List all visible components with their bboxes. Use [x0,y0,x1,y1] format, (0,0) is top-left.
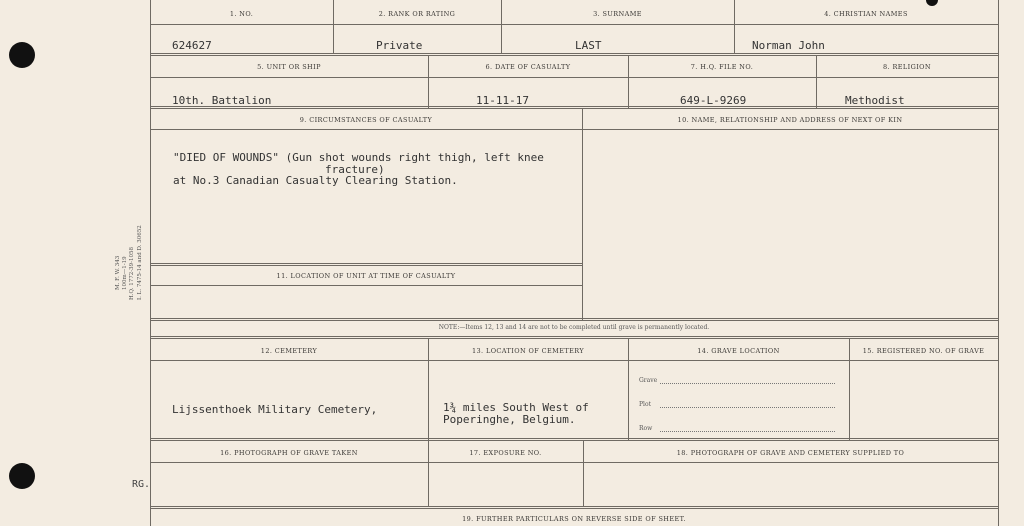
value-rank: Private [376,39,423,52]
header-photo-supplied: 18. PHOTOGRAPH OF GRAVE AND CEMETERY SUPPLIED TO [676,449,905,457]
value-date: 11-11-17 [476,94,529,107]
header-no: 1. NO. [229,10,254,18]
value-surname: LAST [575,39,602,52]
row2-header-line [150,77,998,78]
divider [734,0,735,54]
plot-dotted-line [660,407,835,408]
header-location-unit: 11. LOCATION OF UNIT AT TIME OF CASUALTY [276,272,456,280]
header-cemetery: 12. CEMETERY [260,347,318,355]
grave-dotted-line [660,383,835,384]
cemetery-header-line [150,360,998,361]
header-surname: 3. SURNAME [593,10,642,18]
row-dotted-line [660,431,835,432]
footer-further-particulars: 19. FURTHER PARTICULARS ON REVERSE SIDE OF SHEET. [462,515,686,523]
location-unit-top-line [150,263,582,266]
header-exposure: 17. EXPOSURE NO. [469,449,542,457]
row-label: Row [639,425,653,432]
corner-mark [926,0,938,6]
row1-bottom-line [150,53,998,56]
note-text: NOTE:—Items 12, 13 and 14 are not to be completed until grave is permanently located. [438,324,710,331]
header-date: 6. DATE OF CASUALTY [485,63,571,71]
header-next-of-kin: 10. NAME, RELATIONSHIP AND ADDRESS OF NEXT OF KIN [677,116,903,124]
header-location-cemetery: 13. LOCATION OF CEMETERY [471,347,585,355]
side-print-1: M. F. W. 343 [115,255,121,290]
note-top-line [150,318,998,321]
note-bottom-line [150,336,998,339]
header-rank: 2. RANK OR RATING [378,10,456,18]
value-location-cemetery-2: Poperinghe, Belgium. [443,413,576,426]
value-cemetery: Lijssenthoek Military Cemetery, [172,403,378,416]
location-unit-header-line [150,285,582,286]
punch-hole-top [9,42,35,68]
margin-mark: RG. [132,479,151,490]
value-circumstances-1: "DIED OF WOUNDS" (Gun shot wounds right thigh, left knee [173,151,544,164]
header-hq-file: 7. H.Q. FILE NO. [690,63,754,71]
side-print-2: 100m—1-19 [122,256,128,290]
plot-label: Plot [639,401,651,408]
header-religion: 8. RELIGION [883,63,931,71]
header-unit: 5. UNIT OR SHIP [257,63,321,71]
form-right-border [998,0,999,526]
side-print-3: H.Q. 1772-39-1058 [129,247,135,300]
side-print-4: I. L. 7475-14 and D. 30652 [137,225,143,300]
value-location-cemetery-1: 1¾ miles South West of [443,401,589,414]
cemetery-bottom-line [150,438,998,441]
header-registered-no: 15. REGISTERED NO. OF GRAVE [862,347,985,355]
header-photo-taken: 16. PHOTOGRAPH OF GRAVE TAKEN [220,449,358,457]
value-no: 624627 [172,39,212,52]
circumstances-header-line [150,129,998,130]
divider [333,0,334,54]
row1-header-line [150,24,998,25]
photo-header-line [150,462,998,463]
header-circumstances: 9. CIRCUMSTANCES OF CASUALTY [299,116,433,124]
value-hq-file: 649-L-9269 [680,94,747,107]
value-religion: Methodist [845,94,905,107]
photo-bottom-line [150,506,998,509]
value-christian-names: Norman John [752,39,825,52]
value-unit: 10th. Battalion [172,94,272,107]
divider [501,0,502,54]
grave-label: Grave [639,377,658,384]
header-grave-location: 14. GRAVE LOCATION [697,347,780,355]
divider [582,108,583,320]
value-circumstances-3: at No.3 Canadian Casualty Clearing Station. [173,174,458,187]
value-circumstances-2: fracture) [325,163,385,176]
header-christian-names: 4. CHRISTIAN NAMES [824,10,908,18]
punch-hole-bottom [9,463,35,489]
